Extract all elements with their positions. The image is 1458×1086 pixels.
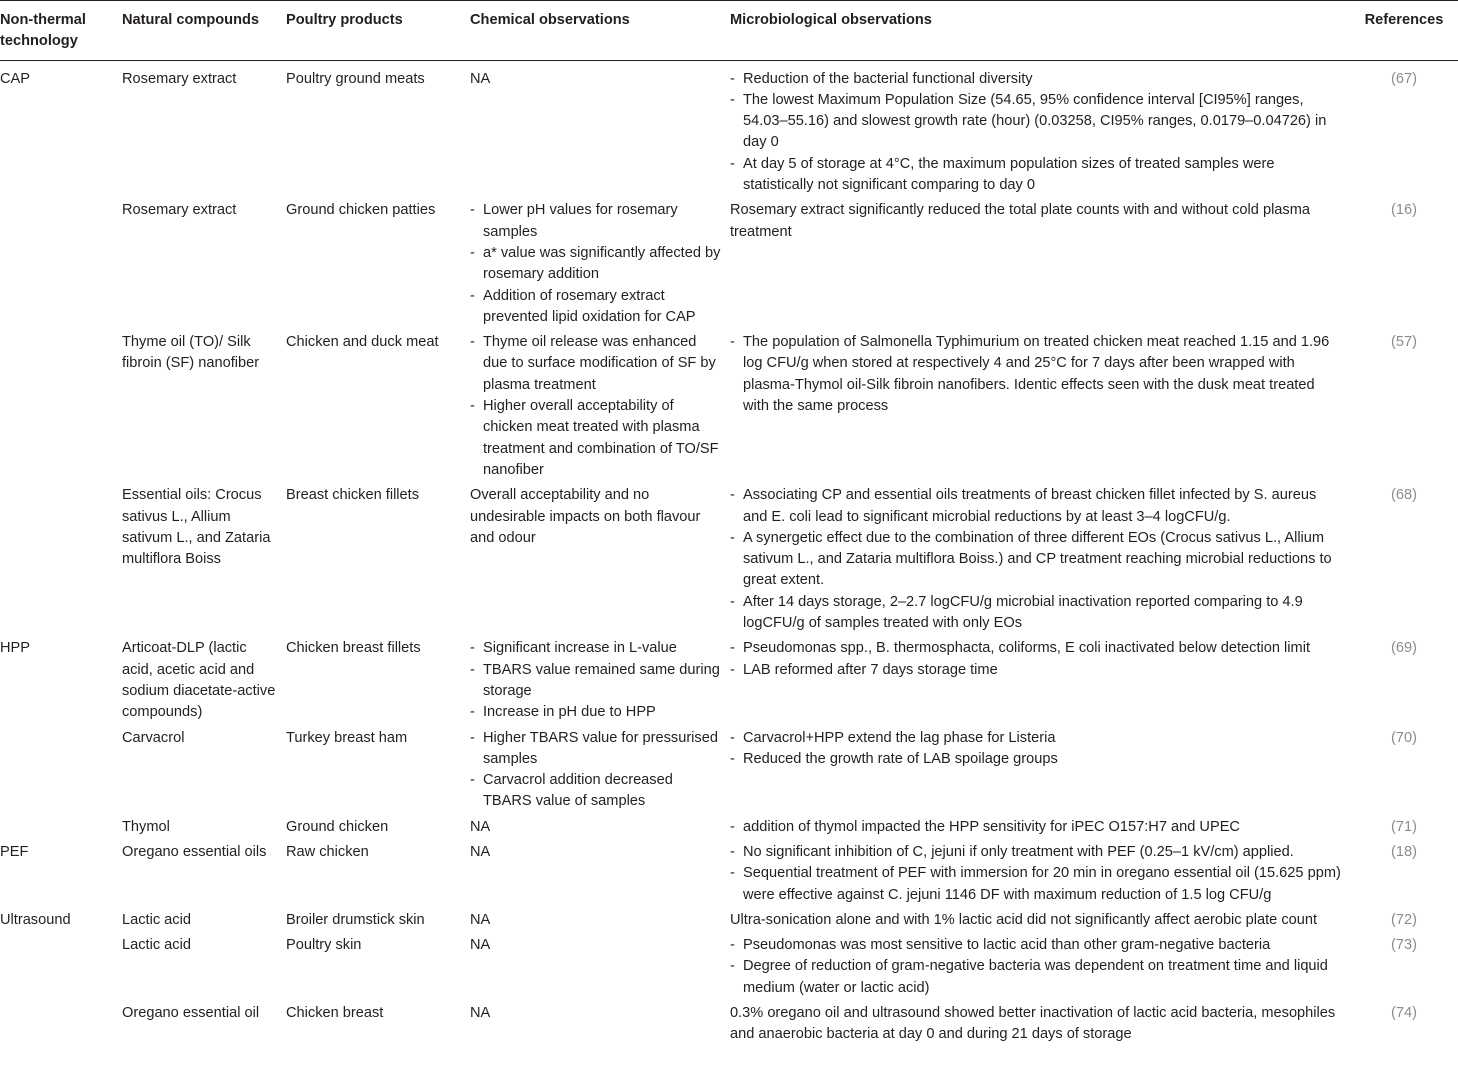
- technology-cell: [0, 328, 122, 481]
- micro-cell: [730, 813, 1350, 838]
- list-item: - Significant increase in L-value: [470, 638, 724, 659]
- list-item: - Pseudomonas was most sensitive to lactic acid than other gram-negative bacteria: [730, 935, 1344, 956]
- micro-cell: [730, 931, 1350, 999]
- list-item: - Reduction of the bacterial functional diversity: [730, 69, 1344, 90]
- reference-cell: (72): [1391, 911, 1417, 928]
- technology-cell: [0, 724, 122, 813]
- table-row: [0, 60, 1458, 196]
- list-item: - Higher overall acceptability of chicken meat treated with plasma treatment and combination of TO/SF nanofiber: [470, 396, 724, 481]
- technology-cell: [0, 813, 122, 838]
- reference-cell: (18): [1391, 843, 1417, 860]
- chemical-cell-list: [470, 728, 724, 813]
- technology-cell: [0, 481, 122, 634]
- list-item: - The lowest Maximum Population Size (54.65, 95% confidence interval [CI95%] ranges, 54.03–55.16) and slowest growth rate (hour) (0.03258, CI95% ranges, 0.0179–0.04726) in day 0: [730, 90, 1344, 154]
- micro-cell-list: [730, 485, 1344, 634]
- compound-cell: Articoat-DLP (lactic acid, acetic acid and sodium diacetate-active compounds): [122, 640, 276, 721]
- list-item: - Addition of rosemary extract prevented lipid oxidation for CAP: [470, 286, 724, 329]
- technology-cell: PEF: [0, 843, 29, 860]
- header-technology: Non-thermal technology: [0, 1, 122, 61]
- chemical-cell-list: [470, 200, 724, 328]
- list-item: - No significant inhibition of C, jejuni if only treatment with PEF (0.25–1 kV/cm) applied.: [730, 842, 1344, 863]
- table-row: [0, 481, 1458, 634]
- chemical-cell-text: NA: [470, 843, 491, 860]
- header-microbiological: Microbiological observations: [730, 1, 1350, 61]
- product-cell: Chicken breast fillets: [286, 640, 421, 657]
- list-item: - After 14 days storage, 2–2.7 logCFU/g microbial inactivation reported comparing to 4.9 logCFU/g of samples treated with only EOs: [730, 592, 1344, 635]
- micro-cell: [730, 838, 1350, 906]
- micro-cell-list: [730, 842, 1344, 906]
- micro-cell-text: Ultra-sonication alone and with 1% lactic acid did not significantly affect aerobic plate count: [730, 911, 1318, 928]
- list-item: - Lower pH values for rosemary samples: [470, 200, 724, 243]
- compound-cell: Oregano essential oil: [122, 1005, 260, 1022]
- chemical-cell: [470, 196, 730, 328]
- chemical-cell-list: [470, 638, 724, 723]
- micro-cell: [730, 196, 1350, 328]
- list-item: - Thyme oil release was enhanced due to surface modification of SF by plasma treatment: [470, 332, 724, 396]
- chemical-cell: [470, 813, 730, 838]
- product-cell: Chicken breast: [286, 1005, 384, 1022]
- micro-cell: [730, 634, 1350, 723]
- micro-cell-list: [730, 728, 1344, 771]
- product-cell: Breast chicken fillets: [286, 487, 420, 504]
- compound-cell: Essential oils: Crocus sativus L., Allium sativum L., and Zataria multiflora Boiss: [122, 487, 271, 568]
- chemical-cell-text: Overall acceptability and no undesirable impacts on both flavour and odour: [470, 487, 701, 546]
- reference-cell: (70): [1391, 729, 1417, 746]
- reference-cell: (67): [1391, 70, 1417, 87]
- list-item: - Sequential treatment of PEF with immersion for 20 min in oregano essential oil (15.625 ppm) were effective against C. jejuni 1146 DF with maximum reduction of 1.5 log CFU/g: [730, 863, 1344, 906]
- header-references: References: [1350, 1, 1458, 61]
- micro-cell: [730, 906, 1350, 931]
- list-item: - A synergetic effect due to the combination of three different EOs (Crocus sativus L., Allium sativum L., and Zataria multiflora Boiss.) and CP treatment reaching microbial reductions to great extent.: [730, 528, 1344, 592]
- micro-cell: [730, 724, 1350, 813]
- table-row: [0, 906, 1458, 931]
- reference-cell: (69): [1391, 640, 1417, 657]
- table-body: [0, 60, 1458, 1050]
- list-item: - Higher TBARS value for pressurised samples: [470, 728, 724, 771]
- micro-cell-list: [730, 332, 1344, 417]
- product-cell: Turkey breast ham: [286, 729, 408, 746]
- compound-cell: Lactic acid: [122, 911, 191, 928]
- chemical-cell-text: NA: [470, 70, 491, 87]
- reference-cell: (57): [1391, 334, 1417, 351]
- list-item: - a* value was significantly affected by rosemary addition: [470, 243, 724, 286]
- product-cell: Chicken and duck meat: [286, 334, 439, 351]
- technology-cell: Ultrasound: [0, 911, 71, 928]
- micro-cell-list: [730, 817, 1344, 838]
- header-chemical: Chemical observations: [470, 1, 730, 61]
- micro-cell: [730, 60, 1350, 196]
- product-cell: Poultry skin: [286, 937, 362, 954]
- header-products: Poultry products: [286, 1, 470, 61]
- table-row: [0, 196, 1458, 328]
- header-compounds: Natural compounds: [122, 1, 286, 61]
- table-header: [0, 1, 1458, 61]
- reference-cell: (73): [1391, 937, 1417, 954]
- list-item: - LAB reformed after 7 days storage time: [730, 660, 1344, 681]
- chemical-cell-text: NA: [470, 1005, 491, 1022]
- chemical-cell: [470, 999, 730, 1050]
- reference-cell: (71): [1391, 818, 1417, 835]
- chemical-cell: [470, 906, 730, 931]
- micro-cell-list: [730, 69, 1344, 197]
- micro-cell-text: 0.3% oregano oil and ultrasound showed better inactivation of lactic acid bacteria, mesophiles and anaerobic bacteria at day 0 and during 21 days of storage: [730, 1005, 1336, 1043]
- table-row: [0, 634, 1458, 723]
- technology-cell: CAP: [0, 70, 31, 87]
- micro-cell-list: [730, 935, 1344, 999]
- list-item: - Carvacrol+HPP extend the lag phase for Listeria: [730, 728, 1344, 749]
- technology-cell: [0, 196, 122, 328]
- chemical-cell: [470, 481, 730, 634]
- compound-cell: Lactic acid: [122, 937, 191, 954]
- list-item: - Increase in pH due to HPP: [470, 702, 724, 723]
- list-item: - Pseudomonas spp., B. thermosphacta, coliforms, E coli inactivated below detection limit: [730, 638, 1344, 659]
- chemical-cell: [470, 60, 730, 196]
- technology-cell: [0, 931, 122, 999]
- product-cell: Poultry ground meats: [286, 70, 425, 87]
- reference-cell: (68): [1391, 487, 1417, 504]
- list-item: - Associating CP and essential oils treatments of breast chicken fillet infected by S. aureus and E. coli lead to significant microbial reductions by at least 3–4 logCFU/g.: [730, 485, 1344, 528]
- table-row: [0, 813, 1458, 838]
- list-item: - The population of Salmonella Typhimurium on treated chicken meat reached 1.15 and 1.96 log CFU/g when stored at respectively 4 and 25°C for 7 days after been wrapped with plasma-Thymol oil-Silk fibroin nanofibers. Identic effects seen with the dusk meat treated with the same process: [730, 332, 1344, 417]
- list-item: - addition of thymol impacted the HPP sensitivity for iPEC O157:H7 and UPEC: [730, 817, 1344, 838]
- micro-cell: [730, 328, 1350, 481]
- micro-cell-list: [730, 638, 1344, 681]
- chemical-cell-text: NA: [470, 937, 491, 954]
- compound-cell: Rosemary extract: [122, 70, 237, 87]
- product-cell: Ground chicken: [286, 818, 389, 835]
- reference-cell: (16): [1391, 202, 1417, 219]
- chemical-cell: [470, 931, 730, 999]
- list-item: - TBARS value remained same during storage: [470, 660, 724, 703]
- table-row: [0, 931, 1458, 999]
- product-cell: Broiler drumstick skin: [286, 911, 425, 928]
- header-row: [0, 1, 1458, 61]
- table-row: [0, 999, 1458, 1050]
- micro-cell: [730, 999, 1350, 1050]
- compound-cell: Carvacrol: [122, 729, 185, 746]
- chemical-cell-list: [470, 332, 724, 481]
- table-row: [0, 838, 1458, 906]
- chemical-cell-text: NA: [470, 911, 491, 928]
- list-item: - Reduced the growth rate of LAB spoilage groups: [730, 749, 1344, 770]
- compound-cell: Thymol: [122, 818, 170, 835]
- product-cell: Ground chicken patties: [286, 202, 436, 219]
- compound-cell: Thyme oil (TO)/ Silk fibroin (SF) nanofiber: [122, 334, 260, 372]
- chemical-cell: [470, 724, 730, 813]
- reference-cell: (74): [1391, 1005, 1417, 1022]
- list-item: - At day 5 of storage at 4°C, the maximum population sizes of treated samples were statistically not significant comparing to day 0: [730, 154, 1344, 197]
- table-row: [0, 724, 1458, 813]
- chemical-cell: [470, 838, 730, 906]
- technology-cell: HPP: [0, 640, 31, 657]
- compound-cell: Rosemary extract: [122, 202, 237, 219]
- list-item: - Degree of reduction of gram-negative bacteria was dependent on treatment time and liquid medium (water or lactic acid): [730, 956, 1344, 999]
- micro-cell: [730, 481, 1350, 634]
- chemical-cell: [470, 634, 730, 723]
- micro-cell-text: Rosemary extract significantly reduced the total plate counts with and without cold plasma treatment: [730, 202, 1310, 240]
- chemical-cell: [470, 328, 730, 481]
- technology-cell: [0, 999, 122, 1050]
- product-cell: Raw chicken: [286, 843, 369, 860]
- table-row: [0, 328, 1458, 481]
- compound-cell: Oregano essential oils: [122, 843, 267, 860]
- list-item: - Carvacrol addition decreased TBARS value of samples: [470, 770, 724, 813]
- chemical-cell-text: NA: [470, 818, 491, 835]
